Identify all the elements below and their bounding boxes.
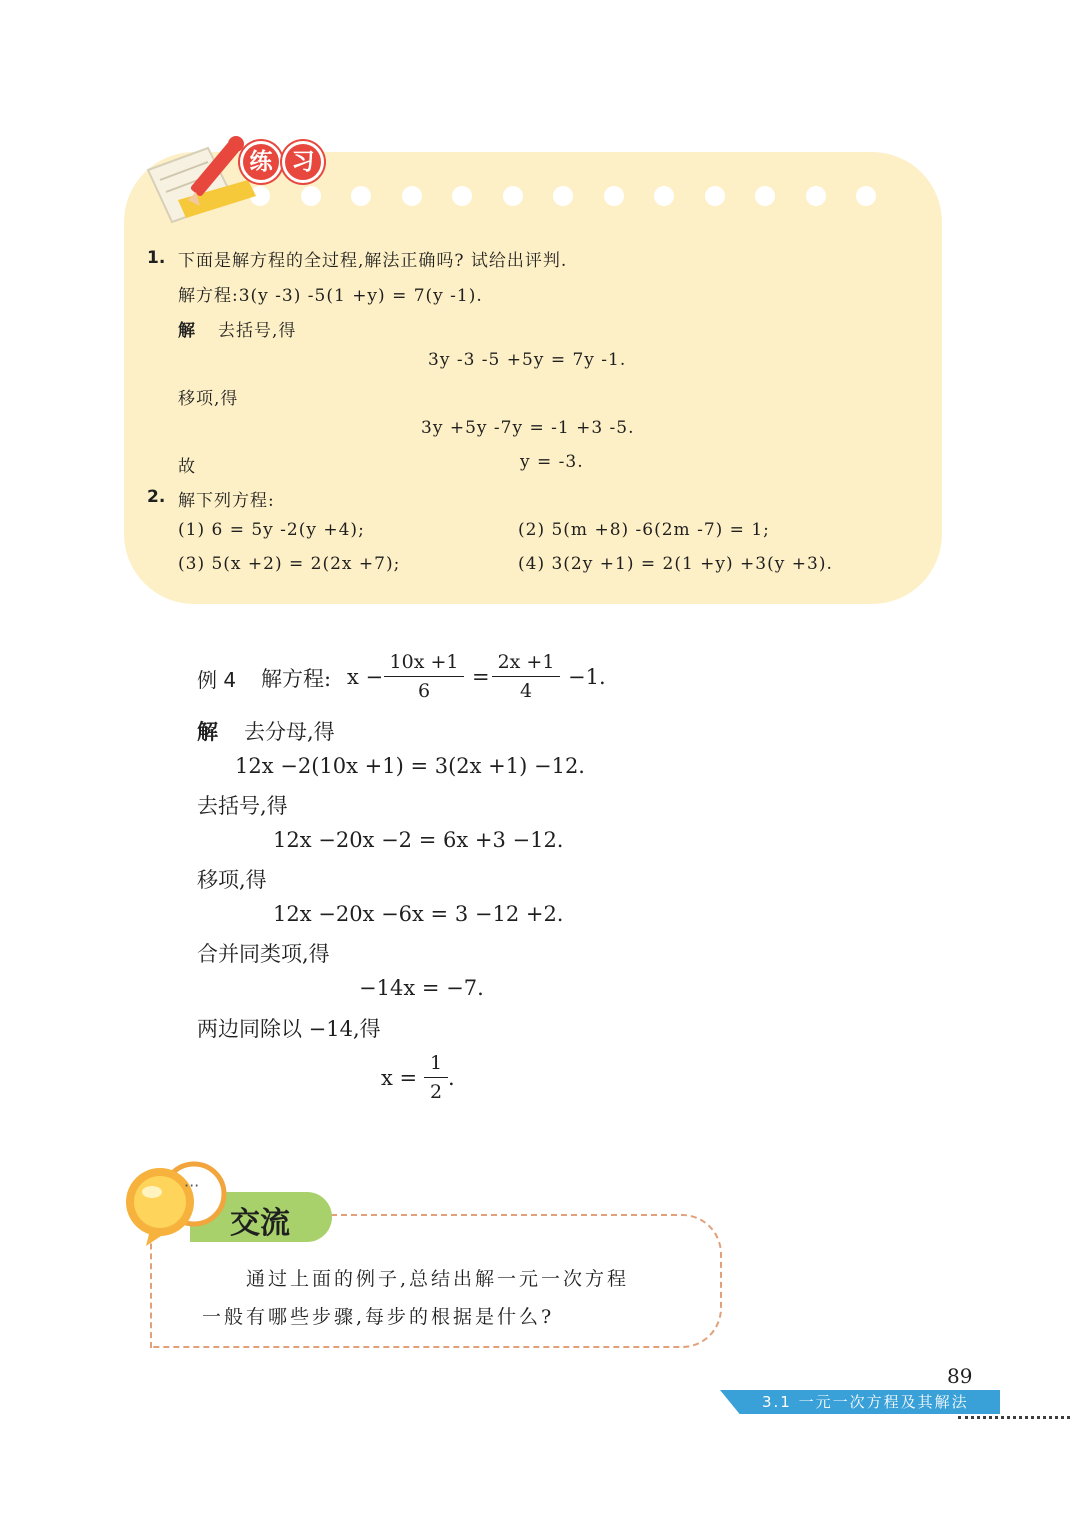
question-1-step-3: 故	[178, 457, 196, 477]
example-lhs-var: x −	[347, 665, 384, 689]
bubble-ellipsis: ···	[184, 1176, 200, 1195]
question-2-item-3: (3) 5(x +2) = 2(2x +7);	[178, 554, 401, 574]
footer-section-title: 3.1 一元一次方程及其解法	[762, 1393, 969, 1411]
example-equals: =	[472, 665, 490, 689]
example-step-2-eq: 12x −20x −2 = 6x +3 −12.	[273, 828, 564, 852]
question-1-solve-label: 解	[178, 321, 196, 341]
example-tail: −1.	[568, 665, 606, 689]
question-1-equation: 解方程:3(y -3) -5(1 +y) = 7(y -1).	[178, 286, 483, 306]
example-fraction-2	[492, 650, 560, 703]
example-step-4-eq: −14x = −7.	[359, 976, 484, 1000]
example-step-2-label: 去括号,得	[197, 794, 288, 818]
example-step-1-label: 去分母,得	[244, 720, 335, 744]
example-step-4-label: 合并同类项,得	[197, 942, 330, 966]
example-final-lhs: x =	[381, 1066, 418, 1090]
question-1-number: 1.	[147, 248, 166, 268]
exchange-line-1: 通过上面的例子,总结出解一元一次方程	[246, 1268, 630, 1290]
exchange-line-2: 一般有哪些步骤,每步的根据是什么?	[202, 1306, 555, 1328]
question-2-item-4: (4) 3(2y +1) = 2(1 +y) +3(y +3).	[518, 554, 833, 574]
example-intro: 解方程:	[261, 667, 332, 691]
example-step-5-label: 两边同除以 −14,得	[197, 1017, 381, 1041]
question-2-number: 2.	[147, 487, 166, 507]
example-step-3-label: 移项,得	[197, 868, 267, 892]
decorative-dots	[250, 186, 890, 208]
question-2-item-1: (1) 6 = 5y -2(y +4);	[178, 520, 365, 540]
practice-badge-char-2: 习	[282, 141, 324, 183]
question-2-item-2: (2) 5(m +8) -6(2m -7) = 1;	[518, 520, 770, 540]
question-1-eq-3: y = -3.	[520, 452, 584, 472]
example-step-1-eq: 12x −2(10x +1) = 3(2x +1) −12.	[235, 754, 585, 778]
practice-badge-char-1: 练	[240, 141, 282, 183]
page-number: 89	[947, 1364, 973, 1388]
example-step-3-eq: 12x −20x −6x = 3 −12 +2.	[273, 902, 564, 926]
fraction-1-numerator: 10x +1	[389, 651, 459, 673]
example-final-fraction	[424, 1051, 448, 1104]
question-1-step-2: 移项,得	[178, 389, 239, 409]
speech-bubbles-icon	[120, 1158, 230, 1248]
example-solve-label: 解	[197, 719, 218, 744]
question-1-eq-2: 3y +5y -7y = -1 +3 -5.	[421, 418, 635, 438]
question-2-prompt: 解下列方程:	[178, 491, 275, 511]
fraction-2-numerator: 2x +1	[497, 651, 555, 673]
footer-dotted-line	[958, 1416, 1070, 1419]
question-1-prompt: 下面是解方程的全过程,解法正确吗? 试给出评判.	[178, 251, 568, 271]
fraction-2-denominator: 4	[519, 680, 533, 702]
example-final-dot: .	[448, 1066, 455, 1090]
final-numerator: 1	[429, 1052, 443, 1074]
question-1-eq-1: 3y -3 -5 +5y = 7y -1.	[428, 350, 627, 370]
fraction-1-denominator: 6	[417, 680, 431, 702]
final-denominator: 2	[429, 1081, 443, 1103]
question-1-step-1: 去括号,得	[218, 321, 297, 341]
example-fraction-1	[384, 650, 464, 703]
example-label: 例 4	[197, 668, 237, 692]
exchange-title: 交流	[230, 1206, 290, 1241]
